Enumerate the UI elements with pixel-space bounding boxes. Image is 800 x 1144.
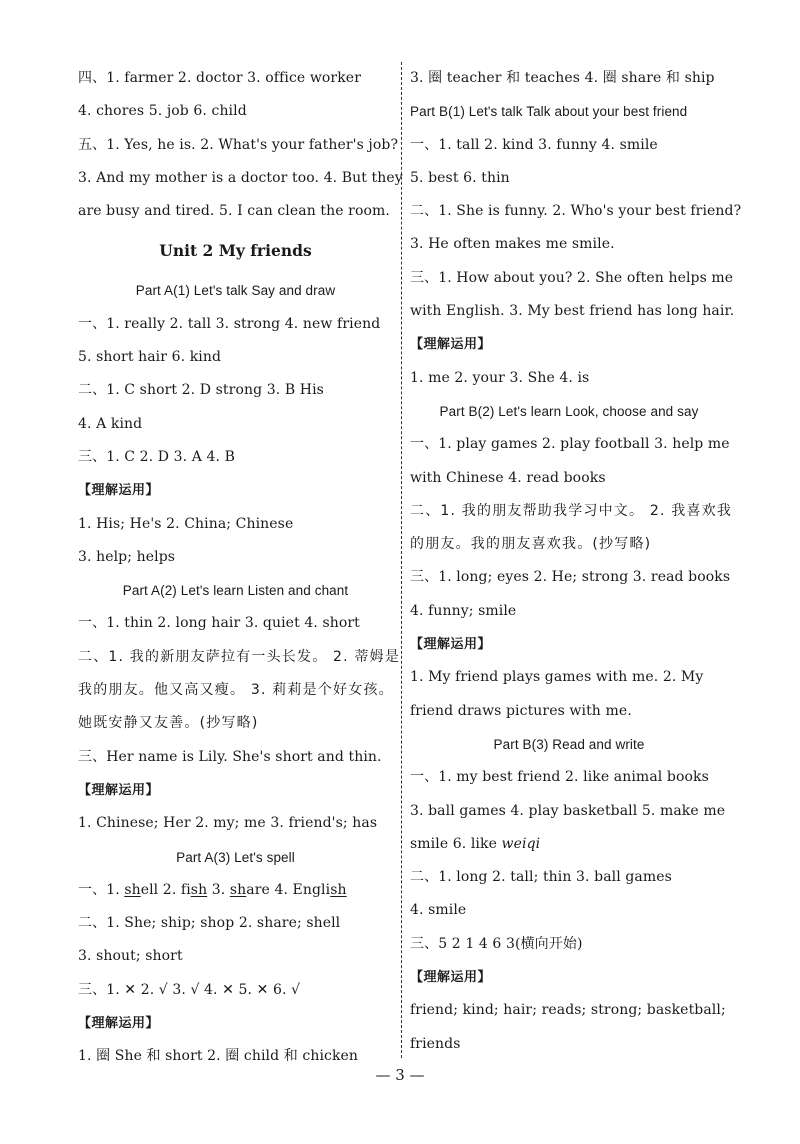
answer-line: 1. His; He's 2. China; Chinese	[78, 515, 294, 532]
answer-line: 4. smile	[410, 902, 467, 919]
part-heading: Part A(3) Let's spell	[176, 849, 295, 865]
part-heading: Part B(2) Let's learn Look, choose and say	[439, 403, 699, 419]
section-label-application: 【理解运用】	[410, 970, 492, 986]
unit-title: Unit 2 My friends	[159, 241, 312, 261]
column-divider	[401, 62, 402, 1058]
answer-line: 三、Her name is Lily. She's short and thin.	[78, 748, 382, 765]
answer-line: 三、1. long; eyes 2. He; strong 3. read books	[410, 569, 731, 586]
answer-line: 五、1. Yes, he is. 2. What's your father's job?	[78, 136, 399, 153]
section-label-application: 【理解运用】	[78, 782, 160, 798]
answer-line: friend; kind; hair; reads; strong; basketball;	[410, 1002, 726, 1019]
answer-line: 一、1. really 2. tall 3. strong 4. new friend	[78, 315, 381, 332]
answer-line: smile 6. like weiqi	[410, 835, 541, 852]
answer-line: with Chinese 4. read books	[410, 469, 606, 486]
answer-line: 三、5 2 1 4 6 3(横向开始)	[410, 935, 583, 952]
answer-line: 1. 圈 She 和 short 2. 圈 child 和 chicken	[78, 1048, 359, 1065]
answer-line: 一、1. tall 2. kind 3. funny 4. smile	[410, 136, 658, 153]
answer-line-underlined: 一、1. shell 2. fish 3. share 4. English	[78, 881, 347, 898]
answer-line: 5. short hair 6. kind	[78, 349, 222, 366]
answer-line: with English. 3. My best friend has long hair.	[410, 303, 735, 320]
section-label-application: 【理解运用】	[410, 637, 492, 653]
answer-line: 二、1. She; ship; shop 2. share; shell	[78, 915, 341, 932]
answer-line: 1. me 2. your 3. She 4. is	[410, 369, 590, 386]
answer-line: 她既安静又友善。(抄写略)	[78, 715, 259, 732]
answer-line: 一、1. play games 2. play football 3. help me	[410, 436, 730, 453]
answer-line: 3. He often makes me smile.	[410, 236, 615, 253]
answer-line: 4. chores 5. job 6. child	[78, 103, 247, 120]
right-column	[410, 62, 742, 1061]
answer-line: 3. 圈 teacher 和 teaches 4. 圈 share 和 ship	[410, 70, 715, 86]
answer-line: 二、1. She is funny. 2. Who's your best friend?	[410, 203, 742, 220]
answer-line: 3. And my mother is a doctor too. 4. But they	[78, 169, 403, 186]
answer-line: friends	[410, 1035, 461, 1052]
left-column	[78, 62, 403, 1074]
answer-line: 3. ball games 4. play basketball 5. make me	[410, 802, 726, 819]
answer-line: 3. shout; short	[78, 948, 183, 965]
answer-line: 3. help; helps	[78, 548, 176, 565]
answer-line: 1. Chinese; Her 2. my; me 3. friend's; has	[78, 815, 378, 832]
part-heading: Part B(1) Let's talk Talk about your best friend	[410, 104, 688, 120]
part-heading: Part A(2) Let's learn Listen and chant	[122, 583, 349, 599]
answer-line: are busy and tired. 5. I can clean the room.	[78, 203, 390, 220]
part-heading: Part A(1) Let's talk Say and draw	[135, 283, 336, 299]
answer-line: 二、1. 我的新朋友萨拉有一头长发。 2. 蒂姆是	[78, 648, 401, 665]
section-label-application: 【理解运用】	[410, 337, 492, 353]
answer-line: 二、1. C short 2. D strong 3. B His	[78, 382, 324, 399]
answer-line: 4. funny; smile	[410, 602, 517, 619]
answer-line: 二、1. 我的朋友帮助我学习中文。 2. 我喜欢我	[410, 502, 733, 519]
answer-line: 4. A kind	[78, 415, 143, 432]
answer-line: 一、1. thin 2. long hair 3. quiet 4. short	[78, 615, 360, 632]
part-heading: Part B(3) Read and write	[493, 736, 645, 752]
answer-line: friend draws pictures with me.	[410, 702, 632, 719]
answer-line: 二、1. long 2. tall; thin 3. ball games	[410, 869, 672, 886]
answer-line: 三、1. How about you? 2. She often helps me	[410, 269, 734, 286]
answer-line: 的朋友。我的朋友喜欢我。(抄写略)	[410, 536, 652, 553]
section-label-application: 【理解运用】	[78, 1016, 160, 1032]
answer-line: 一、1. my best friend 2. like animal books	[410, 769, 709, 786]
answer-line: 三、1. C 2. D 3. A 4. B	[78, 448, 236, 465]
page-number: — 3 —	[375, 1066, 425, 1084]
answer-line: 我的朋友。他又高又瘦。 3. 莉莉是个好女孩。	[78, 682, 394, 699]
answer-line: 5. best 6. thin	[410, 169, 510, 186]
answer-line: 四、1. farmer 2. doctor 3. office worker	[78, 70, 361, 86]
answer-line: 三、1. ✕ 2. √ 3. √ 4. ✕ 5. ✕ 6. √	[78, 981, 301, 998]
answer-line: 1. My friend plays games with me. 2. My	[410, 669, 704, 686]
section-label-application: 【理解运用】	[78, 483, 160, 499]
